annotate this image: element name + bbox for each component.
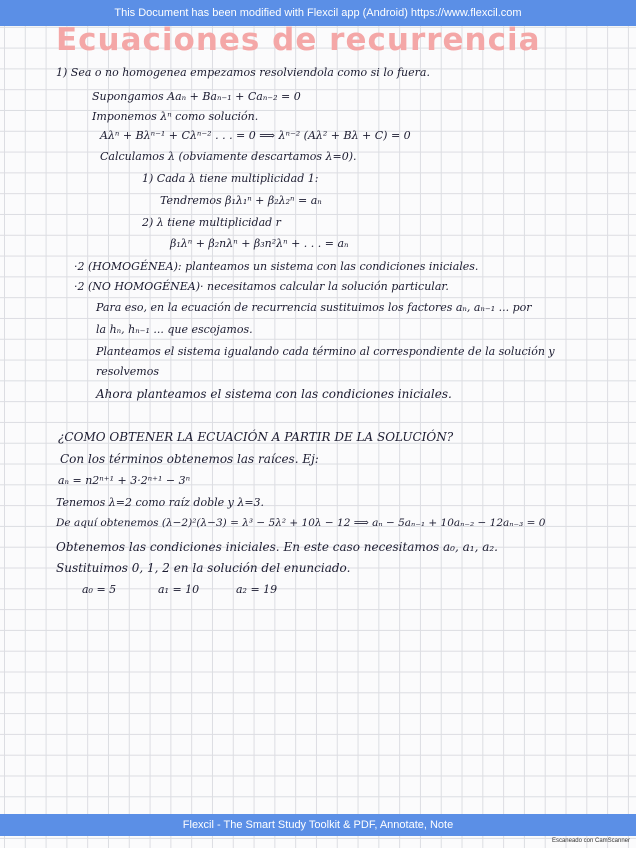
flexcil-bottom-banner xyxy=(0,814,636,836)
note-line-20: Tenemos λ=2 como raíz doble y λ=3. xyxy=(56,496,265,509)
note-line-14: Planteamos el sistema igualando cada término al correspondiente de la solución y xyxy=(96,345,555,358)
bottom-banner-text: Flexcil - The Smart Study Toolkit & PDF, Annotate, Note xyxy=(182,819,454,831)
note-line-3: Imponemos λⁿ como solución. xyxy=(92,110,259,123)
note-line-5: Calculamos λ (obviamente descartamos λ=0). xyxy=(100,150,357,163)
value-a0: a₀ = 5 xyxy=(82,583,117,596)
note-line-1: 1) Sea o no homogenea empezamos resolviendola como si lo fuera. xyxy=(56,66,430,79)
section-heading: ¿COMO OBTENER LA ECUACIÓN A PARTIR DE LA SOLUCIÓN? xyxy=(58,430,454,444)
note-line-4: Aλⁿ + Bλⁿ⁻¹ + Cλⁿ⁻² . . . = 0 ⟹ λⁿ⁻² (Aλ² + Bλ + C) = 0 xyxy=(100,129,411,142)
note-line-19: aₙ = n2ⁿ⁺¹ + 3·2ⁿ⁺¹ − 3ⁿ xyxy=(58,474,191,487)
note-line-11: ·2 (NO HOMOGÉNEA)· necesitamos calcular la solución particular. xyxy=(74,280,449,293)
note-line-21: De aquí obtenemos (λ−2)²(λ−3) = λ³ − 5λ² + 10λ − 12 ⟹ aₙ − 5aₙ₋₁ + 10aₙ₋₂ − 12aₙ₋₃ = 0 xyxy=(56,517,546,529)
value-a2: a₂ = 19 xyxy=(236,583,278,596)
note-line-10: ·2 (HOMOGÉNEA): planteamos un sistema con las condiciones iniciales. xyxy=(74,260,479,273)
note-line-16: Ahora planteamos el sistema con las condiciones iniciales. xyxy=(96,387,452,401)
top-banner-text: This Document has been modified with Flexcil app (Android) https://www.flexcil.com xyxy=(114,7,522,19)
note-line-18: Con los términos obtenemos las raíces. Ej: xyxy=(60,452,319,466)
note-line-13: la hₙ, hₙ₋₁ ... que escojamos. xyxy=(96,323,253,336)
note-line-6: 1) Cada λ tiene multiplicidad 1: xyxy=(142,172,319,185)
scanner-watermark: Escaneado con CamScanner xyxy=(551,838,630,844)
note-line-9: β₁λⁿ + β₂nλⁿ + β₃n²λⁿ + . . . = aₙ xyxy=(170,237,349,250)
note-line-7: Tendremos β₁λ₁ⁿ + β₂λ₂ⁿ = aₙ xyxy=(160,194,322,207)
note-line-22: Obtenemos las condiciones iniciales. En este caso necesitamos a₀, a₁, a₂. xyxy=(56,540,498,554)
note-line-23: Sustituimos 0, 1, 2 en la solución del enunciado. xyxy=(56,561,351,575)
note-line-2: Supongamos Aaₙ + Baₙ₋₁ + Caₙ₋₂ = 0 xyxy=(92,90,301,103)
value-a1: a₁ = 10 xyxy=(158,583,200,596)
note-line-15: resolvemos xyxy=(96,365,159,378)
page-title: Ecuaciones de recurrencia xyxy=(56,22,541,58)
note-line-8: 2) λ tiene multiplicidad r xyxy=(142,216,281,229)
note-line-12: Para eso, en la ecuación de recurrencia sustituimos los factores aₙ, aₙ₋₁ ... por xyxy=(96,301,532,314)
